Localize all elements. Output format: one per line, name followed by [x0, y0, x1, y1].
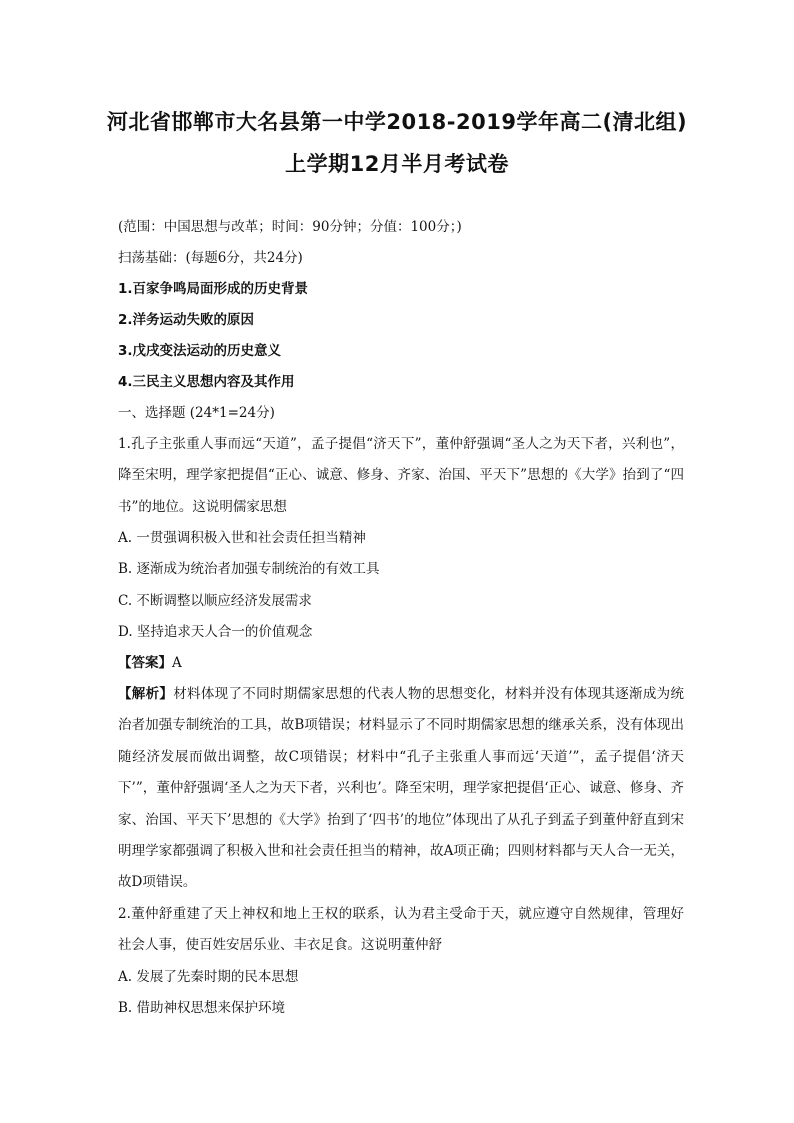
exam-title-line-1: 河北省邯郸市大名县第一中学2018-2019学年高二(清北组) [106, 110, 688, 134]
basics-item: 4.三民主义思想内容及其作用 [118, 374, 295, 390]
question-1-option-d: D. 坚持追求天人合一的价值观念 [118, 623, 313, 640]
basics-heading: 扫荡基础：(每题6分，共24分) [118, 250, 303, 266]
question-1-answer [118, 648, 684, 679]
section-heading-choice: 一、选择题 (24*1=24分) [118, 405, 275, 421]
question-2-option-a: A. 发展了先秦时期的民本思想 [118, 968, 299, 985]
question-1-option-c: C. 不断调整以顺应经济发展需求 [118, 592, 312, 609]
question-2-stem: 2.董仲舒重建了天上神权和地上王权的联系，认为君主受命于天，就应遵守自然规律，管理好社会人事，使百姓安居乐业、丰衣足食。这说明董仲舒 [118, 905, 684, 954]
question-1-stem: 1.孔子主张重人事而远“天道”，孟子提倡“济天下”，董仲舒强调“圣人之为天下者，兴利也”，降至宋明，理学家把提倡“正心、诚意、修身、齐家、治国、平天下”思想的《大学》抬到了“四书”的地位。这说明儒家思想 [118, 436, 684, 515]
answer-label: 【答案】 [118, 654, 172, 671]
question-1-option-a: A. 一贯强调积极入世和社会责任担当精神 [118, 530, 366, 547]
exam-scope: (范围：中国思想与改革；时间：90分钟；分值：100分；) [118, 219, 462, 235]
analysis-text: 材料体现了不同时期儒家思想的代表人物的思想变化，材料并没有体现其逐渐成为统治者加强专制统治的工具，故B项错误；材料显示了不同时期儒家思想的继承关系，没有体现出随经济发展而做出调整，故C项错误；材料中“孔子主张重人事而远‘天道’”，孟子提倡‘济天下’”，董仲舒强调‘圣人之为天下者，兴利也’。降至宋明，理学家把提倡‘正心、诚意、修身、齐家、治国、平天下’思想的《大学》抬到了‘四书’的地位”体现出了从孔子到孟子到董仲舒直到宋明理学家都强调了积极入世和社会责任担当的精神，故A项正确；四则材料都与天人合一无关，故D项错误。 [118, 685, 684, 891]
basics-item: 2.洋务运动失败的原因 [118, 312, 255, 328]
exam-title-line-2: 上学期12月半月考试卷 [285, 152, 509, 176]
basics-item: 1.百家争鸣局面形成的历史背景 [118, 281, 309, 297]
analysis-label: 【解析】 [118, 685, 174, 702]
question-1-option-b: B. 逐渐成为统治者加强专制统治的有效工具 [118, 561, 380, 578]
question-1-analysis [118, 679, 684, 899]
document-body [118, 212, 684, 1024]
basics-item: 3.戊戌变法运动的历史意义 [118, 343, 282, 359]
question-2-option-b: B. 借助神权思想来保护环境 [118, 999, 286, 1016]
answer-value: A [172, 654, 182, 671]
